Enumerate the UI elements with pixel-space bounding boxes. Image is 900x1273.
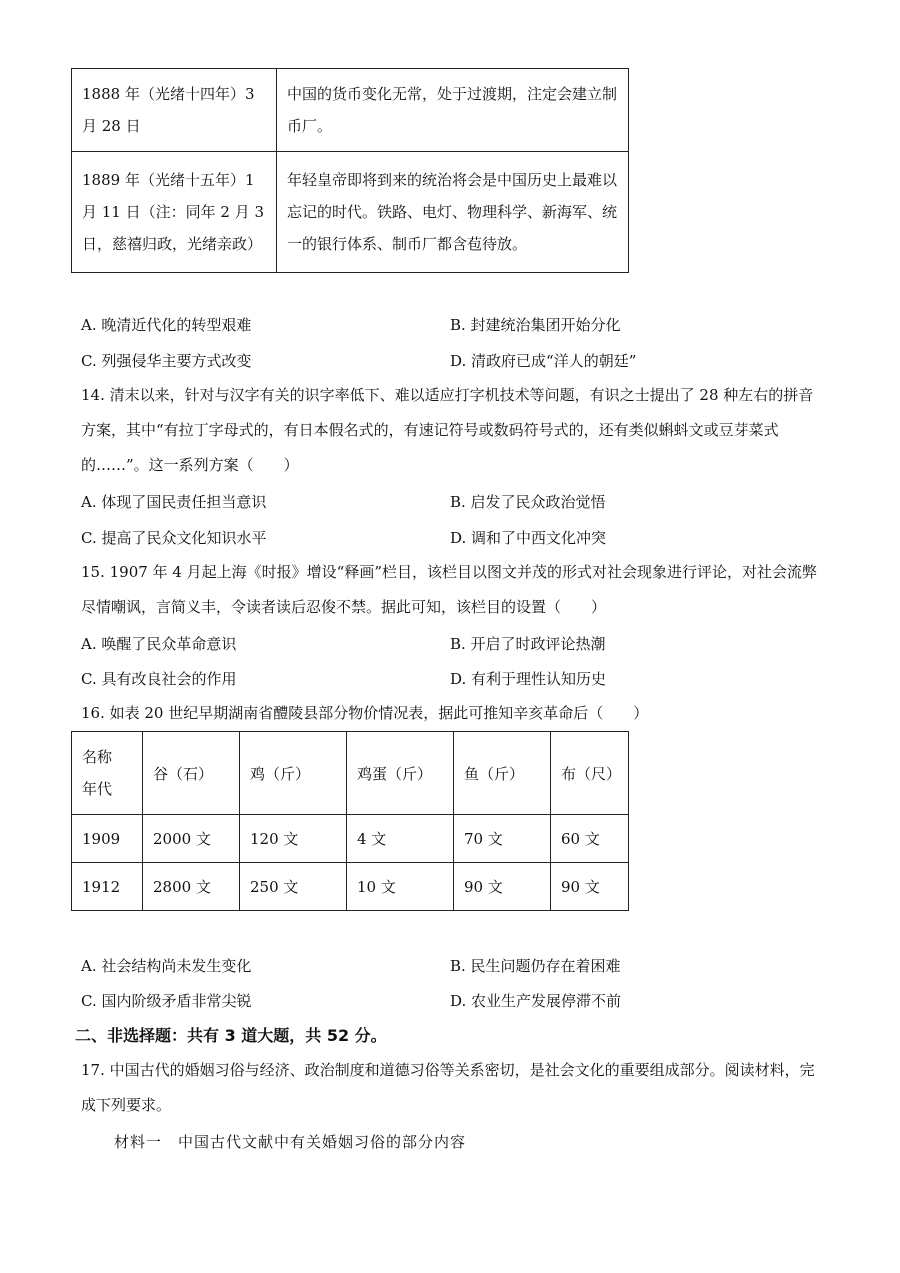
- q16-option-a[interactable]: A. 社会结构尚未发生变化: [81, 957, 252, 975]
- table-row: [72, 152, 629, 273]
- corner-top-label: 名称: [82, 748, 113, 766]
- q16-option-d[interactable]: D. 农业生产发展停滞不前: [450, 992, 622, 1010]
- date-cell: 1889 年（光绪十五年）1 月 11 日（注：同年 2 月 3 日，慈禧归政，光绪亲政）: [72, 152, 277, 273]
- year-cell: 1909: [72, 815, 143, 863]
- price-cell: 60 文: [551, 815, 629, 863]
- header-chicken: 鸡（斤）: [240, 732, 347, 815]
- section-title: 二、非选择题：共有 3 道大题，共 52 分。: [75, 1026, 387, 1045]
- q14-option-b[interactable]: B. 启发了民众政治觉悟: [450, 493, 606, 511]
- q16-option-b[interactable]: B. 民生问题仍存在着困难: [450, 957, 621, 975]
- table-row: [72, 863, 629, 911]
- price-table: [71, 731, 629, 911]
- price-cell: 2000 文: [143, 815, 240, 863]
- q13-option-a[interactable]: A. 晚清近代化的转型艰难: [81, 316, 252, 334]
- history-quote-table: [71, 68, 629, 273]
- q16-option-c[interactable]: C. 国内阶级矛盾非常尖锐: [81, 992, 252, 1010]
- q13-option-d[interactable]: D. 清政府已成“洋人的朝廷”: [450, 352, 637, 370]
- q13-option-b[interactable]: B. 封建统治集团开始分化: [450, 316, 621, 334]
- header-egg: 鸡蛋（斤）: [347, 732, 454, 815]
- q15-option-d[interactable]: D. 有利于理性认知历史: [450, 670, 607, 688]
- q17-stem: 17. 中国古代的婚姻习俗与经济、政治制度和道德习俗等关系密切，是社会文化的重要组成部分。阅读材料，完成下列要求。: [81, 1061, 815, 1114]
- corner-bottom-label: 年代: [82, 780, 113, 798]
- header-fish: 鱼（斤）: [454, 732, 551, 815]
- price-cell: 90 文: [551, 863, 629, 911]
- q15-option-b[interactable]: B. 开启了时政评论热潮: [450, 635, 606, 653]
- price-cell: 4 文: [347, 815, 454, 863]
- q14-stem: 14. 清末以来，针对与汉字有关的识字率低下、难以适应打字机技术等问题，有识之士提出了 28 种左右的拼音方案，其中“有拉丁字母式的，有日本假名式的，有速记符号或数码符号式的，还有类似蝌蚪文或豆芽菜式的……”。这一系列方案（ ）: [81, 386, 814, 474]
- table-row: [72, 69, 629, 152]
- q14-option-d[interactable]: D. 调和了中西文化冲突: [450, 529, 607, 547]
- price-cell: 2800 文: [143, 863, 240, 911]
- q16-stem: 16. 如表 20 世纪早期湖南省醴陵县部分物价情况表，据此可推知辛亥革命后（ ）: [81, 704, 649, 722]
- q14-option-a[interactable]: A. 体现了国民责任担当意识: [81, 493, 267, 511]
- material-one-title: 材料一 中国古代文献中有关婚姻习俗的部分内容: [114, 1133, 467, 1151]
- price-cell: 90 文: [454, 863, 551, 911]
- corner-cell: [72, 732, 143, 815]
- header-cloth: 布（尺）: [551, 732, 629, 815]
- header-grain: 谷（石）: [143, 732, 240, 815]
- q14-option-c[interactable]: C. 提高了民众文化知识水平: [81, 529, 267, 547]
- quote-cell: 年轻皇帝即将到来的统治将会是中国历史上最难以忘记的时代。铁路、电灯、物理科学、新海军、统一的银行体系、制币厂都含苞待放。: [277, 152, 629, 273]
- table-row: [72, 815, 629, 863]
- q15-option-a[interactable]: A. 唤醒了民众革命意识: [81, 635, 237, 653]
- year-cell: 1912: [72, 863, 143, 911]
- q13-option-c[interactable]: C. 列强侵华主要方式改变: [81, 352, 252, 370]
- price-cell: 250 文: [240, 863, 347, 911]
- date-cell: 1888 年（光绪十四年）3 月 28 日: [72, 69, 277, 152]
- table-header-row: [72, 732, 629, 815]
- price-cell: 70 文: [454, 815, 551, 863]
- q15-stem: 15. 1907 年 4 月起上海《时报》增设“释画”栏目，该栏目以图文并茂的形式对社会现象进行评论，对社会流弊尽情嘲讽，言简义丰，令读者读后忍俊不禁。据此可知，该栏目的设置（ ）: [81, 563, 817, 616]
- price-cell: 120 文: [240, 815, 347, 863]
- price-cell: 10 文: [347, 863, 454, 911]
- q15-option-c[interactable]: C. 具有改良社会的作用: [81, 670, 237, 688]
- quote-cell: 中国的货币变化无常，处于过渡期，注定会建立制币厂。: [277, 69, 629, 152]
